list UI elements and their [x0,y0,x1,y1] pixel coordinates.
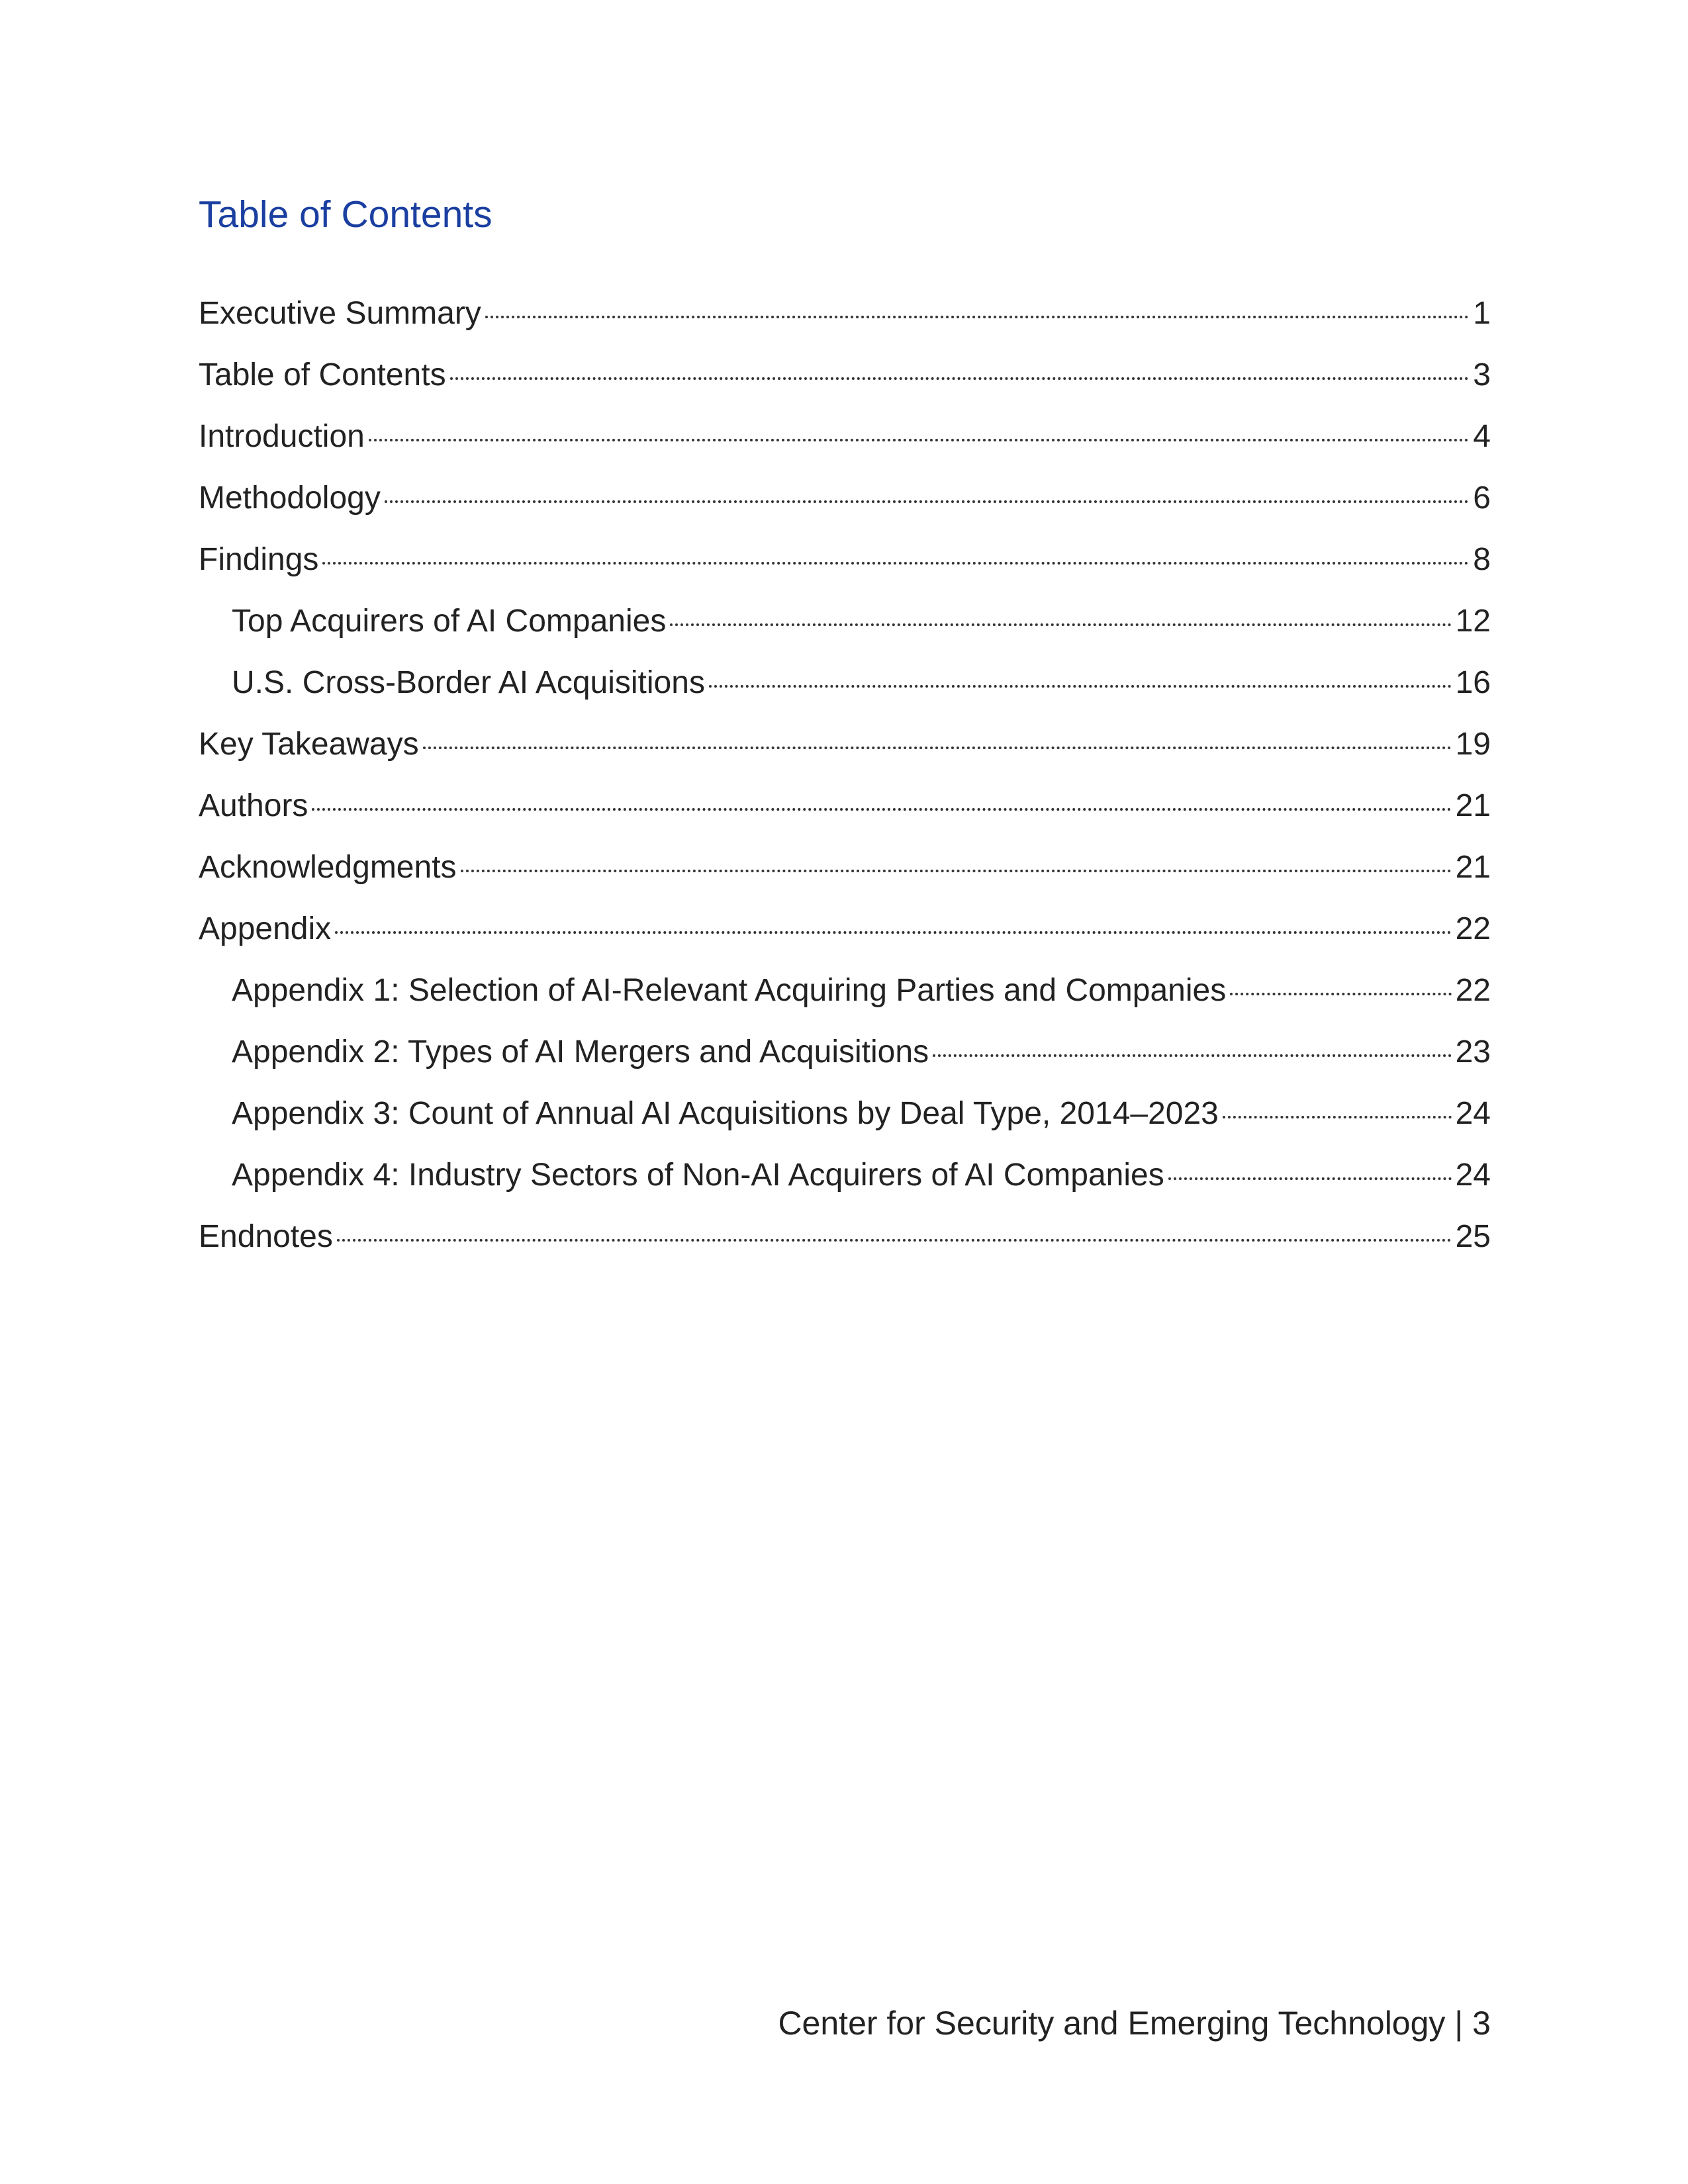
toc-entry-label: Appendix 2: Types of AI Mergers and Acquisitions [232,1034,929,1069]
toc-entry-label: Endnotes [199,1219,333,1254]
toc-dot-leader [670,623,1451,626]
toc-entry-appendix-3[interactable] [199,1090,1491,1152]
toc-dot-leader [933,1054,1452,1057]
toc-entry-appendix-2[interactable] [199,1028,1491,1090]
toc-entry-table-of-contents[interactable] [199,351,1491,413]
toc-entry-page: 24 [1455,1096,1491,1131]
toc-dot-leader [385,500,1469,503]
toc-entry-key-takeaways[interactable] [199,721,1491,782]
toc-dot-leader [709,685,1452,688]
toc-entry-page: 4 [1473,419,1491,454]
toc-entry-page: 21 [1455,788,1491,823]
toc-entry-page: 8 [1473,542,1491,577]
toc-dot-leader [1230,993,1451,995]
toc-entry-label: U.S. Cross-Border AI Acquisitions [232,665,705,700]
toc-entry-page: 22 [1455,973,1491,1008]
toc-entry-page: 25 [1455,1219,1491,1254]
toc-entry-appendix[interactable] [199,905,1491,967]
toc-entry-methodology[interactable] [199,475,1491,536]
toc-entry-page: 3 [1473,357,1491,392]
toc-dot-leader [1168,1177,1452,1180]
toc-entry-page: 6 [1473,480,1491,516]
toc-list [199,290,1491,1275]
toc-entry-page: 22 [1455,911,1491,946]
toc-entry-label: Executive Summary [199,296,481,331]
toc-entry-introduction[interactable] [199,413,1491,475]
toc-dot-leader [461,870,1452,872]
toc-entry-label: Appendix [199,911,332,946]
toc-entry-label: Table of Contents [199,357,446,392]
toc-entry-page: 1 [1473,296,1491,331]
toc-dot-leader [1223,1116,1452,1118]
toc-entry-us-cross-border[interactable] [199,659,1491,721]
toc-heading: Table of Contents [199,193,492,236]
toc-entry-appendix-1[interactable] [199,967,1491,1028]
toc-entry-label: Top Acquirers of AI Companies [232,604,667,639]
toc-entry-endnotes[interactable] [199,1213,1491,1275]
toc-entry-label: Methodology [199,480,381,516]
toc-entry-page: 24 [1455,1158,1491,1193]
toc-entry-label: Key Takeaways [199,727,419,762]
toc-entry-findings[interactable] [199,536,1491,598]
toc-entry-label: Appendix 1: Selection of AI-Relevant Acquiring Parties and Companies [232,973,1227,1008]
toc-entry-acknowledgments[interactable] [199,844,1491,905]
toc-dot-leader [485,316,1470,318]
toc-entry-label: Findings [199,542,319,577]
toc-entry-page: 23 [1455,1034,1491,1069]
toc-dot-leader [423,747,1452,749]
toc-entry-page: 12 [1455,604,1491,639]
toc-dot-leader [450,377,1470,380]
toc-entry-label: Appendix 4: Industry Sectors of Non-AI Acquirers of AI Companies [232,1158,1164,1193]
toc-entry-label: Appendix 3: Count of Annual AI Acquisitions by Deal Type, 2014–2023 [232,1096,1219,1131]
toc-dot-leader [322,562,1469,565]
toc-dot-leader [312,808,1451,811]
toc-entry-page: 19 [1455,727,1491,762]
toc-entry-executive-summary[interactable] [199,290,1491,351]
toc-dot-leader [335,931,1451,934]
toc-entry-top-acquirers[interactable] [199,598,1491,659]
toc-entry-label: Introduction [199,419,365,454]
toc-dot-leader [337,1239,1452,1242]
toc-entry-page: 21 [1455,850,1491,885]
toc-entry-page: 16 [1455,665,1491,700]
toc-entry-authors[interactable] [199,782,1491,844]
toc-entry-label: Acknowledgments [199,850,457,885]
toc-entry-label: Authors [199,788,308,823]
page-footer: Center for Security and Emerging Technology | 3 [778,2005,1491,2042]
toc-entry-appendix-4[interactable] [199,1152,1491,1213]
toc-dot-leader [369,439,1469,441]
